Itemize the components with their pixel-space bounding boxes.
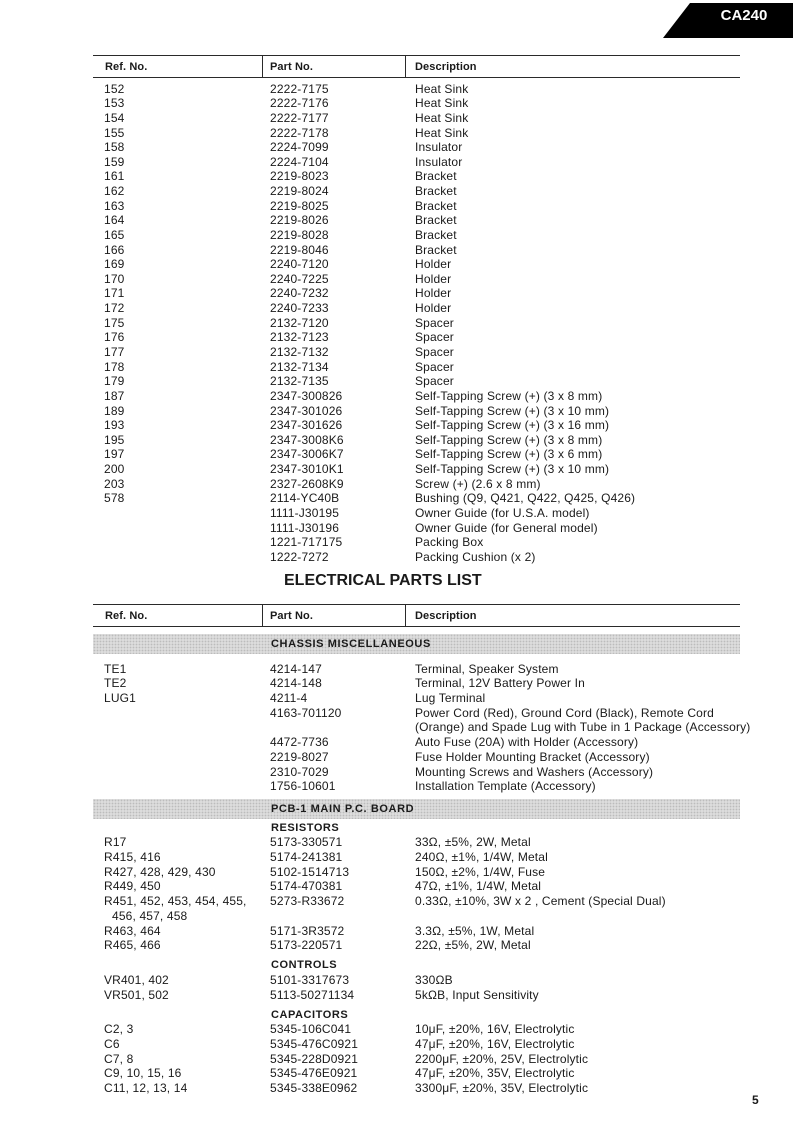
part-no-cell: 1756-10601 (270, 779, 336, 794)
description-cell: Holder (415, 271, 452, 286)
description-cell: 5kΩB, Input Sensitivity (415, 987, 539, 1002)
ref-no-cell: LUG1 (104, 691, 136, 706)
table-row (0, 257, 745, 272)
table-row (0, 1052, 745, 1067)
description-cell: Self-Tapping Screw (+) (3 x 10 mm) (415, 403, 610, 418)
electrical-table-header (93, 604, 740, 627)
table-row (0, 1022, 745, 1037)
description-cell: (Orange) and Spade Lug with Tube in 1 Package (Accessory) (415, 720, 751, 735)
ref-no-cell: 578 (104, 491, 125, 506)
parts-table-header (93, 55, 740, 78)
description-cell: Insulator (415, 140, 463, 155)
electrical-parts-list-title: ELECTRICAL PARTS LIST (284, 572, 482, 589)
part-no-cell: 5174-470381 (270, 879, 343, 894)
ref-no-cell: R427, 428, 429, 430 (104, 864, 216, 879)
table-row (0, 676, 745, 691)
part-no-cell: 2224-7104 (270, 154, 329, 169)
table-row (0, 433, 745, 448)
description-cell: Heat Sink (415, 110, 469, 125)
description-cell: Bracket (415, 169, 457, 184)
table-row (0, 82, 745, 97)
page-number: 5 (752, 1093, 759, 1107)
part-no-cell: 2219-8028 (270, 227, 329, 242)
description-cell: Self-Tapping Screw (+) (3 x 6 mm) (415, 447, 603, 462)
description-header: Description (415, 610, 477, 622)
part-no-cell: 2219-8026 (270, 213, 329, 228)
table-row (0, 1081, 745, 1096)
description-cell: 240Ω, ±1%, 1/4W, Metal (415, 850, 548, 865)
description-cell: Self-Tapping Screw (+) (3 x 10 mm) (415, 462, 610, 477)
description-cell: Lug Terminal (415, 691, 486, 706)
ref-no-cell: 163 (104, 198, 125, 213)
part-no-cell: 2219-8025 (270, 198, 329, 213)
description-cell: Spacer (415, 315, 454, 330)
ref-no-cell: VR501, 502 (104, 987, 169, 1002)
description-cell: 0.33Ω, ±10%, 3W x 2 , Cement (Special Dual) (415, 894, 666, 909)
table-row (0, 184, 745, 199)
table-row (0, 850, 745, 865)
table-row (0, 111, 745, 126)
table-row (0, 126, 745, 141)
group-heading (0, 821, 745, 836)
part-no-cell: 2224-7099 (270, 140, 329, 155)
table-row (0, 521, 745, 536)
description-cell: Bushing (Q9, Q421, Q422, Q425, Q426) (415, 491, 636, 506)
part-no-cell: 1222-7272 (270, 549, 329, 564)
description-cell: Bracket (415, 227, 457, 242)
model-number: CA240 (720, 7, 768, 24)
ref-no-header: Ref. No. (105, 61, 148, 73)
table-row (0, 316, 745, 331)
part-no-cell: 2347-301026 (270, 403, 343, 418)
table-row (0, 735, 745, 750)
part-no-cell: 5171-3R3572 (270, 923, 345, 938)
description-cell: Packing Cushion (x 2) (415, 549, 536, 564)
description-cell: Spacer (415, 330, 454, 345)
part-no-cell: 2132-7120 (270, 315, 329, 330)
group-heading-label: RESISTORS (271, 821, 340, 834)
table-row (0, 228, 745, 243)
description-cell: Insulator (415, 154, 463, 169)
ref-no-cell: 155 (104, 125, 125, 140)
ref-no-cell: 187 (104, 388, 125, 403)
ref-no-cell: 456, 457, 458 (112, 908, 188, 923)
ref-no-cell: 154 (104, 110, 125, 125)
part-no-cell: 5102-1514713 (270, 864, 350, 879)
description-cell: Spacer (415, 344, 454, 359)
description-cell: Bracket (415, 184, 457, 199)
description-cell: Screw (+) (2.6 x 8 mm) (415, 476, 541, 491)
table-row (0, 1037, 745, 1052)
part-no-cell: 2219-8023 (270, 169, 329, 184)
description-cell: 2200μF, ±20%, 25V, Electrolytic (415, 1051, 589, 1066)
table-row (0, 272, 745, 287)
ref-no-cell: 153 (104, 96, 125, 111)
ref-no-cell: 179 (104, 374, 125, 389)
table-row (0, 506, 745, 521)
description-cell: Heat Sink (415, 96, 469, 111)
column-divider (262, 605, 263, 626)
table-row (0, 301, 745, 316)
part-no-cell: 5173-330571 (270, 835, 343, 850)
ref-no-cell: 170 (104, 271, 125, 286)
part-no-cell: 4163-701120 (270, 705, 342, 720)
table-row (0, 720, 751, 735)
table-row (0, 779, 745, 794)
group-heading-label: CONTROLS (271, 959, 338, 972)
description-cell: Heat Sink (415, 81, 469, 96)
ref-no-cell: 158 (104, 140, 125, 155)
section-title: CHASSIS MISCELLANEOUS (271, 638, 431, 650)
part-no-cell: 5345-106C041 (270, 1022, 352, 1037)
part-no-cell: 5345-228D0921 (270, 1051, 359, 1066)
part-no-cell: 5113-50271134 (270, 987, 355, 1002)
ref-no-cell: R451, 452, 453, 454, 455, (104, 894, 247, 909)
table-row (0, 418, 745, 433)
ref-no-cell: 164 (104, 213, 125, 228)
table-row (0, 213, 745, 228)
description-cell: Self-Tapping Screw (+) (3 x 8 mm) (415, 432, 603, 447)
description-cell: Mounting Screws and Washers (Accessory) (415, 764, 654, 779)
table-row (0, 447, 745, 462)
ref-no-cell: 166 (104, 242, 125, 257)
part-no-cell: 5345-338E0962 (270, 1081, 358, 1096)
description-cell: 150Ω, ±2%, 1/4W, Fuse (415, 864, 546, 879)
part-no-cell: 4214-147 (270, 661, 322, 676)
description-cell: 3.3Ω, ±5%, 1W, Metal (415, 923, 535, 938)
table-row (0, 909, 745, 924)
description-cell: 10μF, ±20%, 16V, Electrolytic (415, 1022, 575, 1037)
description-cell: 33Ω, ±5%, 2W, Metal (415, 835, 531, 850)
description-cell: 47Ω, ±1%, 1/4W, Metal (415, 879, 542, 894)
part-no-cell: 2222-7176 (270, 96, 329, 111)
table-row (0, 938, 745, 953)
description-cell: Fuse Holder Mounting Bracket (Accessory) (415, 749, 650, 764)
ref-no-cell: TE1 (104, 661, 127, 676)
description-cell: Bracket (415, 213, 457, 228)
ref-no-cell: C2, 3 (104, 1022, 134, 1037)
group-heading (0, 1008, 745, 1023)
table-row (0, 988, 745, 1003)
part-no-cell: 2132-7132 (270, 344, 329, 359)
ref-no-cell: 159 (104, 154, 125, 169)
table-row (0, 750, 745, 765)
part-no-cell: 2240-7232 (270, 286, 329, 301)
part-no-cell: 2114-YC40B (270, 491, 340, 506)
table-row (0, 96, 745, 111)
part-no-cell: 2310-7029 (270, 764, 329, 779)
section-title: PCB-1 MAIN P.C. BOARD (271, 803, 415, 815)
part-no-cell: 4214-148 (270, 676, 322, 691)
part-no-cell: 5345-476E0921 (270, 1066, 358, 1081)
description-cell: Terminal, 12V Battery Power In (415, 676, 585, 691)
table-row (0, 462, 745, 477)
ref-no-cell: C6 (104, 1037, 120, 1052)
part-no-cell: 2347-300826 (270, 388, 343, 403)
ref-no-cell: R415, 416 (104, 850, 161, 865)
ref-no-cell: R449, 450 (104, 879, 161, 894)
part-no-cell: 1111-J30195 (270, 505, 340, 520)
ref-no-cell: C9, 10, 15, 16 (104, 1066, 182, 1081)
table-row (0, 243, 745, 258)
part-no-cell: 2240-7233 (270, 301, 329, 316)
table-row (0, 140, 745, 155)
table-row (0, 360, 745, 375)
ref-no-cell: 176 (104, 330, 125, 345)
description-cell: Spacer (415, 359, 454, 374)
section-band (93, 634, 740, 654)
description-cell: Terminal, Speaker System (415, 661, 559, 676)
table-row (0, 973, 745, 988)
description-cell: Auto Fuse (20A) with Holder (Accessory) (415, 735, 639, 750)
ref-no-cell: 152 (104, 81, 125, 96)
description-cell: Heat Sink (415, 125, 469, 140)
part-no-cell: 2347-3008K6 (270, 432, 344, 447)
group-heading (0, 958, 745, 973)
table-row (0, 706, 745, 721)
part-no-cell: 2347-3006K7 (270, 447, 344, 462)
description-cell: 330ΩB (415, 972, 453, 987)
part-no-cell: 4472-7736 (270, 735, 329, 750)
table-row (0, 1066, 745, 1081)
ref-no-cell: 193 (104, 418, 125, 433)
description-cell: Packing Box (415, 535, 484, 550)
part-no-cell: 2222-7178 (270, 125, 329, 140)
ref-no-cell: VR401, 402 (104, 972, 169, 987)
table-row (0, 879, 745, 894)
section-band (93, 799, 740, 819)
table-row (0, 865, 745, 880)
description-cell: Owner Guide (for General model) (415, 520, 598, 535)
ref-no-cell: 200 (104, 462, 125, 477)
ref-no-cell: 175 (104, 315, 125, 330)
description-header: Description (415, 61, 477, 73)
part-no-cell: 2347-301626 (270, 418, 343, 433)
part-no-cell: 5174-241381 (270, 850, 343, 865)
description-cell: Bracket (415, 242, 457, 257)
table-row (0, 345, 745, 360)
description-cell: 47μF, ±20%, 16V, Electrolytic (415, 1037, 575, 1052)
part-no-header: Part No. (270, 61, 313, 73)
table-row (0, 835, 745, 850)
part-no-cell: 2132-7134 (270, 359, 329, 374)
table-row (0, 374, 745, 389)
part-no-cell: 4211-4 (270, 691, 308, 706)
ref-no-header: Ref. No. (105, 610, 148, 622)
ref-no-cell: R463, 464 (104, 923, 161, 938)
ref-no-cell: 161 (104, 169, 125, 184)
table-row (0, 550, 745, 565)
part-no-cell: 2132-7135 (270, 374, 329, 389)
description-cell: Installation Template (Accessory) (415, 779, 596, 794)
table-row (0, 286, 745, 301)
model-tab (660, 0, 793, 40)
group-heading-label: CAPACITORS (271, 1008, 349, 1021)
description-cell: Bracket (415, 198, 457, 213)
ref-no-cell: 197 (104, 447, 125, 462)
part-no-cell: 2347-3010K1 (270, 462, 344, 477)
description-cell: Power Cord (Red), Ground Cord (Black), Remote Cord (415, 705, 714, 720)
part-no-cell: 2240-7120 (270, 257, 329, 272)
ref-no-cell: 203 (104, 476, 125, 491)
part-no-cell: 2132-7123 (270, 330, 329, 345)
ref-no-cell: 171 (104, 286, 125, 301)
table-row (0, 199, 745, 214)
ref-no-cell: TE2 (104, 676, 127, 691)
table-row (0, 477, 745, 492)
table-row (0, 765, 745, 780)
part-no-cell: 2219-8024 (270, 184, 329, 199)
table-row (0, 404, 745, 419)
description-cell: 22Ω, ±5%, 2W, Metal (415, 938, 531, 953)
column-divider (405, 605, 406, 626)
table-row (0, 330, 745, 345)
table-row (0, 491, 745, 506)
part-no-cell: 2240-7225 (270, 271, 329, 286)
ref-no-cell: 162 (104, 184, 125, 199)
ref-no-cell: R465, 466 (104, 938, 161, 953)
part-no-cell: 5345-476C0921 (270, 1037, 359, 1052)
part-no-cell: 5101-3317673 (270, 972, 350, 987)
part-no-cell: 1111-J30196 (270, 520, 340, 535)
part-no-header: Part No. (270, 610, 313, 622)
description-cell: Holder (415, 301, 452, 316)
table-row (0, 894, 745, 909)
part-no-cell: 5273-R33672 (270, 894, 345, 909)
ref-no-cell: 165 (104, 227, 125, 242)
table-row (0, 535, 745, 550)
ref-no-cell: R17 (104, 835, 127, 850)
part-no-cell: 5173-220571 (270, 938, 343, 953)
ref-no-cell: 178 (104, 359, 125, 374)
part-no-cell: 2219-8027 (270, 749, 329, 764)
part-no-cell: 2219-8046 (270, 242, 329, 257)
ref-no-cell: 195 (104, 432, 125, 447)
part-no-cell: 2222-7175 (270, 81, 329, 96)
ref-no-cell: 169 (104, 257, 125, 272)
table-row (0, 169, 745, 184)
description-cell: Spacer (415, 374, 454, 389)
table-row (0, 924, 745, 939)
table-row (0, 389, 745, 404)
description-cell: Self-Tapping Screw (+) (3 x 8 mm) (415, 388, 603, 403)
column-divider (405, 56, 406, 77)
ref-no-cell: 189 (104, 403, 125, 418)
description-cell: Holder (415, 257, 452, 272)
description-cell: Self-Tapping Screw (+) (3 x 16 mm) (415, 418, 610, 433)
part-no-cell: 1221-717175 (270, 535, 343, 550)
ref-no-cell: 177 (104, 344, 125, 359)
table-row (0, 155, 745, 170)
ref-no-cell: 172 (104, 301, 125, 316)
description-cell: Holder (415, 286, 452, 301)
part-no-cell: 2327-2608K9 (270, 476, 344, 491)
description-cell: 3300μF, ±20%, 35V, Electrolytic (415, 1081, 589, 1096)
ref-no-cell: C7, 8 (104, 1051, 134, 1066)
table-row (0, 662, 745, 677)
column-divider (262, 56, 263, 77)
description-cell: 47μF, ±20%, 35V, Electrolytic (415, 1066, 575, 1081)
description-cell: Owner Guide (for U.S.A. model) (415, 505, 590, 520)
ref-no-cell: C11, 12, 13, 14 (104, 1081, 188, 1096)
part-no-cell: 2222-7177 (270, 110, 329, 125)
table-row (0, 691, 745, 706)
